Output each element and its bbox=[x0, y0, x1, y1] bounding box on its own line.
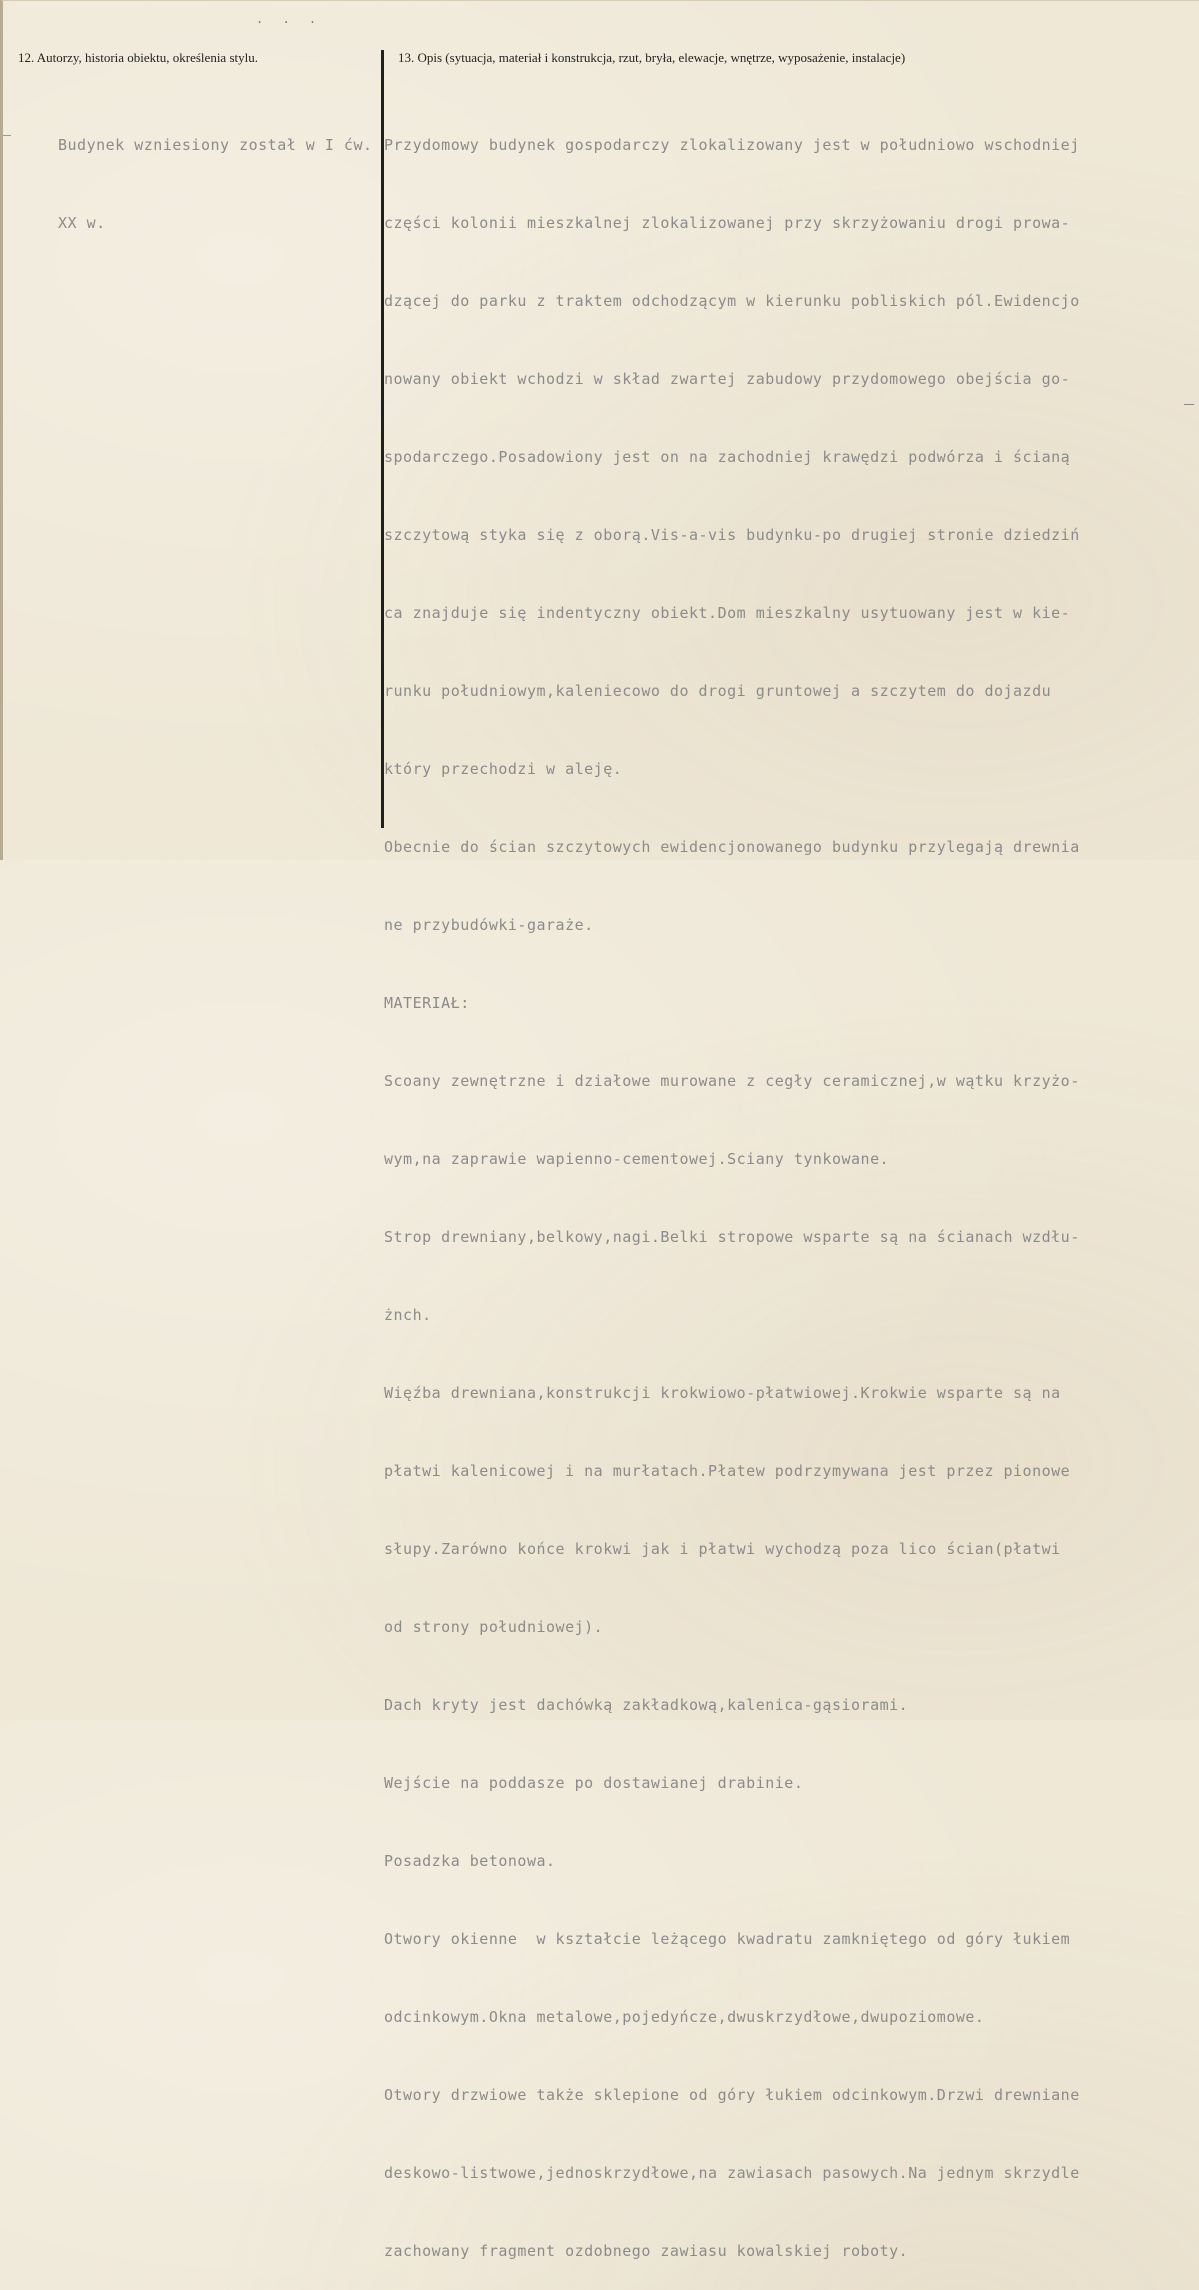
text-line: Otwory okienne w kształcie leżącego kwadratu zamkniętego od góry łukiem bbox=[384, 1930, 1071, 1948]
text-line: Wejście na poddasze po dostawianej drabinie. bbox=[384, 1774, 804, 1792]
text-line: nowany obiekt wchodzi w skład zwartej zabudowy przydomowego obejścia go- bbox=[384, 370, 1071, 388]
margin-tick-mark bbox=[3, 135, 11, 136]
text-line: Dach kryty jest dachówką zakładkową,kalenica-gąsiorami. bbox=[384, 1696, 909, 1714]
authors-history-text bbox=[58, 80, 373, 262]
text-line: ne przybudówki-garaże. bbox=[384, 916, 594, 934]
text-line: spodarczego.Posadowiony jest on na zachodniej krawędzi podwórza i ścianą bbox=[384, 448, 1071, 466]
text-line: ca znajduje się indentyczny obiekt.Dom mieszkalny usytuowany jest w kie- bbox=[384, 604, 1071, 622]
text-line: szczytową styka się z oborą.Vis-a-vis budynku-po drugiej stronie dziedziń bbox=[384, 526, 1080, 544]
text-line: Scoany zewnętrzne i działowe murowane z cegły ceramicznej,w wątku krzyżo- bbox=[384, 1072, 1080, 1090]
text-line: żnch. bbox=[384, 1306, 432, 1324]
text-line: Budynek wzniesiony został w I ćw. bbox=[58, 136, 373, 154]
text-line: XX w. bbox=[58, 214, 106, 232]
text-line: odcinkowym.Okna metalowe,pojedyńcze,dwuskrzydłowe,dwupoziomowe. bbox=[384, 2008, 985, 2026]
text-line: który przechodzi w aleję. bbox=[384, 760, 623, 778]
description-text bbox=[384, 80, 1080, 2290]
text-line: części kolonii mieszkalnej zlokalizowanej przy skrzyżowaniu drogi prowa- bbox=[384, 214, 1071, 232]
text-line: od strony południowej). bbox=[384, 1618, 604, 1636]
text-line: wym,na zaprawie wapienno-cementowej.Sciany tynkowane. bbox=[384, 1150, 890, 1168]
section-13-heading: 13. Opis (sytuacja, materiał i konstrukcja, rzut, bryła, elewacje, wnętrze, wyposażenie, instalacje) bbox=[398, 50, 906, 65]
text-line: zachowany fragment ozdobnego zawiasu kowalskiej roboty. bbox=[384, 2242, 909, 2260]
margin-tick-mark-right bbox=[1184, 404, 1194, 405]
text-line: Przydomowy budynek gospodarczy zlokalizowany jest w południowo wschodniej bbox=[384, 136, 1080, 154]
text-line: płatwi kalenicowej i na murłatach.Płatew podrzymywana jest przez pionowe bbox=[384, 1462, 1071, 1480]
text-line: Otwory drzwiowe także sklepione od góry łukiem odcinkowym.Drzwi drewniane bbox=[384, 2086, 1080, 2104]
text-line: Więźba drewniana,konstrukcji krokwiowo-płatwiowej.Krokwie wsparte są na bbox=[384, 1384, 1061, 1402]
text-line: dzącej do parku z traktem odchodzącym w kierunku pobliskich pól.Ewidencjo bbox=[384, 292, 1080, 310]
text-line: Obecnie do ścian szczytowych ewidencjonowanego budynku przylegają drewnia bbox=[384, 838, 1080, 856]
text-line: Strop drewniany,belkowy,nagi.Belki stropowe wsparte są na ścianach wzdłu- bbox=[384, 1228, 1080, 1246]
text-line: runku południowym,kaleniecowo do drogi gruntowej a szczytem do dojazdu bbox=[384, 682, 1052, 700]
material-heading: MATERIAŁ: bbox=[384, 994, 470, 1012]
text-line: deskowo-listwowe,jednoskrzydłowe,na zawiasach pasowych.Na jednym skrzydle bbox=[384, 2164, 1080, 2182]
top-dots: . . . bbox=[256, 12, 323, 26]
text-line: słupy.Zarówno końce krokwi jak i płatwi wychodzą poza lico ścian(płatwi bbox=[384, 1540, 1061, 1558]
section-12-heading: 12. Autorzy, historia obiektu, określenia stylu. bbox=[18, 50, 258, 65]
text-line: Posadzka betonowa. bbox=[384, 1852, 556, 1870]
